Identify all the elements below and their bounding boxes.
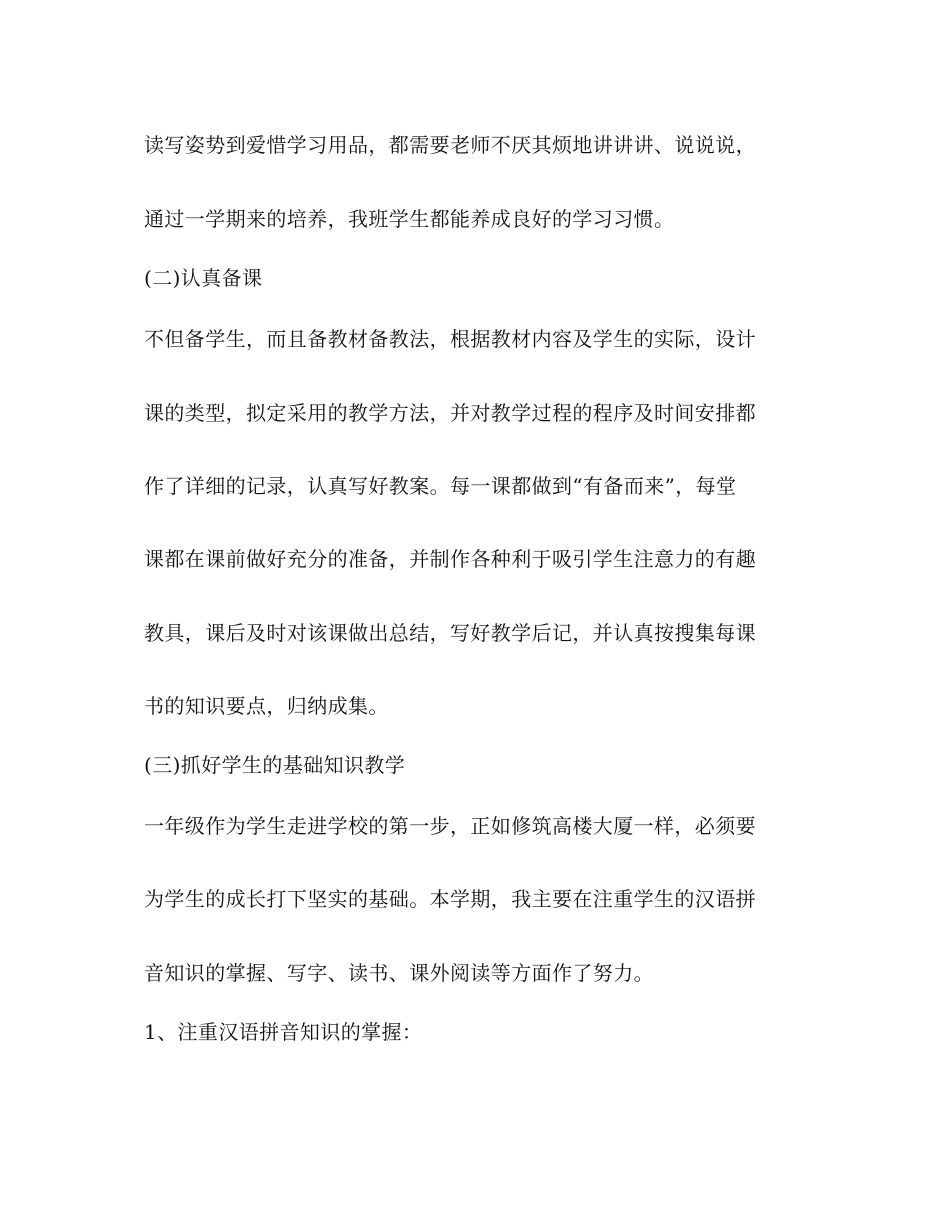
paragraph-line: 读写姿势到爱惜学习用品，都需要老师不厌其烦地讲讲讲、说说说， — [144, 133, 756, 157]
list-item-heading: 1、注重汉语拼音知识的掌握： — [144, 1020, 423, 1044]
paragraph-line: 课都在课前做好充分的准备，并制作各种利于吸引学生注意力的有趣 — [144, 547, 756, 571]
paragraph-line: 为学生的成长打下坚实的基础。本学期，我主要在注重学生的汉语拼 — [144, 887, 756, 911]
paragraph-line: 音知识的掌握、写字、读书、课外阅读等方面作了努力。 — [144, 961, 654, 985]
paragraph-line: 作了详细的记录，认真写好教案。每一课都做到“有备而来”，每堂 — [144, 474, 737, 498]
section-heading: (二)认真备课 — [144, 266, 263, 290]
paragraph-line: 课的类型，拟定采用的教学方法，并对教学过程的程序及时间安排都 — [144, 401, 756, 425]
paragraph-line: 一年级作为学生走进学校的第一步，正如修筑高楼大厦一样，必须要 — [144, 814, 756, 838]
section-heading: (三)抓好学生的基础知识教学 — [144, 753, 406, 777]
paragraph-line: 书的知识要点，归纳成集。 — [144, 694, 389, 718]
paragraph-line: 不但备学生，而且备教材备教法，根据教材内容及学生的实际，设计 — [144, 327, 756, 351]
paragraph-line: 通过一学期来的培养，我班学生都能养成良好的学习习惯。 — [144, 207, 675, 231]
paragraph-line: 教具，课后及时对该课做出总结，写好教学后记，并认真按搜集每课 — [144, 621, 756, 645]
